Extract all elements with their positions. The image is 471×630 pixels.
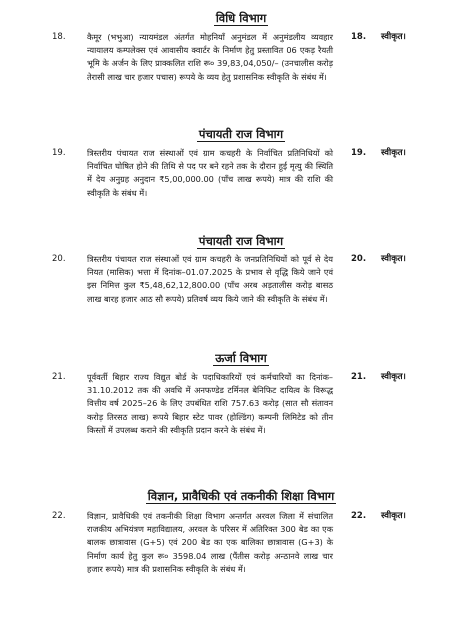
item-number: 20. bbox=[52, 254, 66, 264]
item-number: 22. bbox=[52, 511, 66, 521]
status-approved: स्वीकृत। bbox=[381, 254, 406, 264]
status-approved: स्वीकृत। bbox=[381, 32, 406, 42]
item-description: कैमूर (भभुआ) न्यायमंडल अंतर्गत मोहनियाँ अनुमंडल में अनुमंडलीय व्यवहार न्यायालय कम्पलेक्स एवं आवासीय क्वार्टर के निर्माण हेतु प्रस्तावित 06 एकड़ रैयती भूमि के अर्जन के लिए प्राक्कलित राशि रू० 39,83,04,050/– (उनचालीस करोड़ तेरासी लाख चार हजार पचास) रूपये के व्यय हेतु प्रशासनिक स्वीकृति के संबंध में। bbox=[87, 32, 333, 82]
item-number: 21. bbox=[52, 372, 66, 382]
item-description: विज्ञान, प्रावैधिकी एवं तकनीकी शिक्षा विभाग अन्तर्गत अरवल जिला में संचालित राजकीय अभियंत्रण महाविद्यालय, अरवल के परिसर में अतिरिक्त 300 बेड का एक बालक छात्रावास (G+5) एवं 200 बेड का एक बालिका छात्रावास (G+3) के निर्माण कार्य हेतु कुल रू० 3598.04 लाख (पैंतीस करोड़ अन्ठानवे लाख चार हजार रूपये) मात्र की प्रशासनिक स्वीकृति के संबंध में। bbox=[87, 511, 333, 574]
item-description: त्रिस्तरीय पंचायत राज संस्थाओं एवं ग्राम कचहरी के निर्वाचित प्रतिनिधियों को निर्वाचित घोषित होने की तिथि से पद पर बने रहने तक के दौरान हुई मृत्यु की स्थिति में देय अनुग्रह अनुदान ₹5,00,000.00 (पाँच लाख रूपये) मात्र की राशि की स्वीकृति के संबंध में। bbox=[87, 148, 333, 198]
item-number: 19. bbox=[52, 148, 66, 158]
department-heading: ऊर्जा विभाग bbox=[215, 351, 267, 365]
department-heading: विधि विभाग bbox=[215, 11, 267, 25]
item-description: पूर्ववर्ती बिहार राज्य विद्युत बोर्ड के पदाधिकारियों एवं कर्मचारियों का दिनांक–31.10.2012 तक की अवधि में अनफण्डेड टर्मिनल बेनिफिट दायित्व के विरूद्ध वित्तीय वर्ष 2025–26 के लिए उपबंधित राशि 757.63 करोड़ (सात सौ संतावन करोड़ तिरसठ लाख) रूपये बिहार स्टेट पावर (होल्डिंग) कम्पनी लिमिटेड को तीन किस्तों में उपलब्ध कराने की स्वीकृति प्रदान करने के संबंध में। bbox=[87, 372, 333, 435]
department-heading: विज्ञान, प्रावैधिकी एवं तकनीकी शिक्षा विभाग bbox=[147, 489, 335, 503]
result-number: 20. bbox=[351, 254, 367, 264]
item-number: 18. bbox=[52, 32, 66, 42]
result-number: 19. bbox=[351, 148, 367, 158]
result-number: 21. bbox=[351, 372, 367, 382]
result-number: 22. bbox=[351, 511, 367, 521]
item-description: त्रिस्तरीय पंचायत राज संस्थाओं एवं ग्राम कचहरी के जनप्रतिनिधियों को पूर्व से देय नियत (मासिक) भत्ता में दिनांक–01.07.2025 के प्रभाव से वृद्धि किये जाने एवं इस निमित्त कुल ₹5,48,62,12,800.00 (पाँच अरब अड़तालीस करोड़ बासठ लाख बारह हजार आठ सौ रूपये) प्रतिवर्ष व्यय किये जाने की स्वीकृति के संबंध में। bbox=[87, 254, 333, 304]
department-heading: पंचायती राज विभाग bbox=[198, 127, 284, 141]
status-approved: स्वीकृत। bbox=[381, 372, 406, 382]
result-number: 18. bbox=[351, 32, 367, 42]
status-approved: स्वीकृत। bbox=[381, 511, 406, 521]
department-heading: पंचायती राज विभाग bbox=[198, 234, 284, 248]
status-approved: स्वीकृत। bbox=[381, 148, 406, 158]
